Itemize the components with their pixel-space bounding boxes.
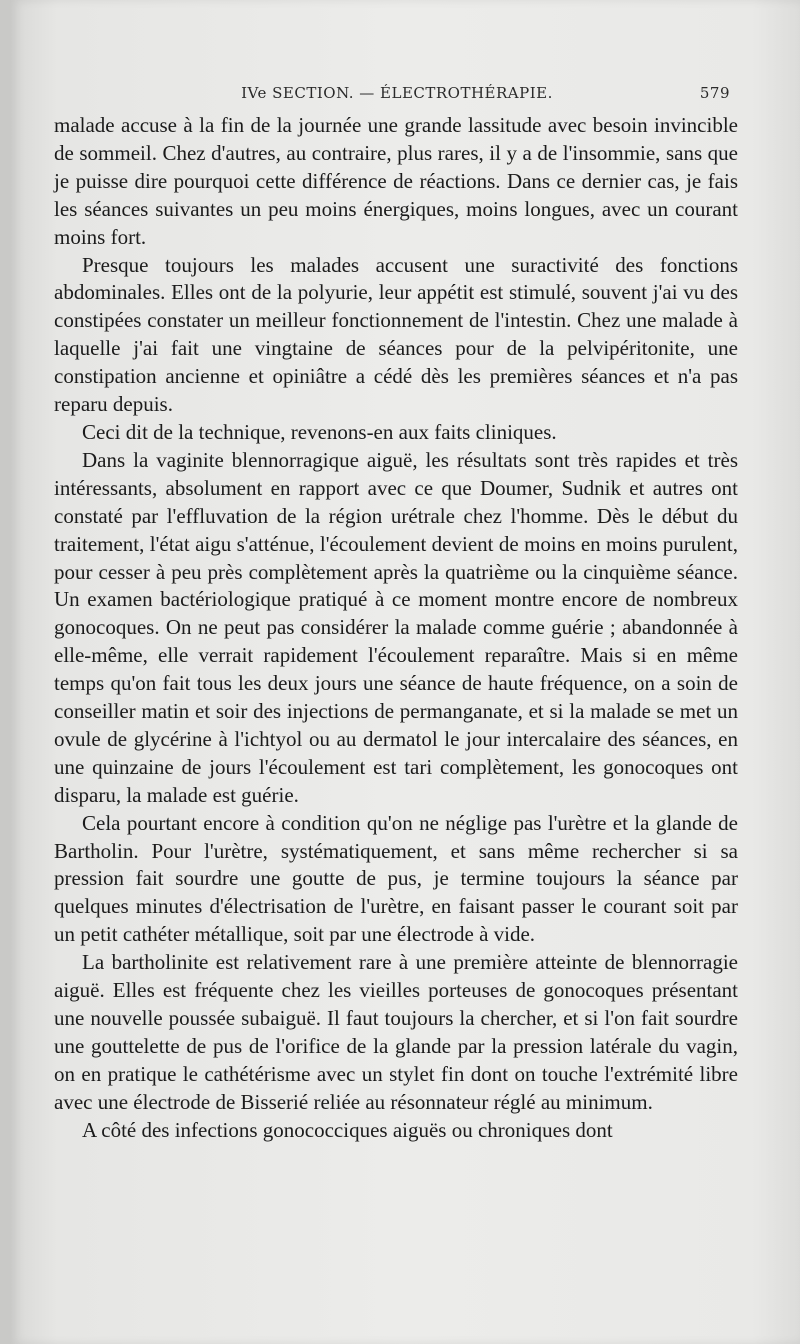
paragraph: Presque toujours les malades accusent une suractivité des fonctions abdominales. Elles ont de la polyurie, leur appétit est stimulé, souvent j'ai vu des constipées constater un meilleur fonctionnement de l'intestin. Chez une malade à laquelle j'ai fait une vingtaine de séances pour de la pelvipéritonite, une constipation ancienne et opiniâtre a cédé dès les premières séances et n'a pas reparu depuis. bbox=[54, 252, 738, 417]
running-header bbox=[64, 84, 730, 106]
paragraph-incomplete: A côté des infections gonococciques aiguës ou chroniques dont bbox=[82, 1117, 613, 1142]
page-number: 579 bbox=[699, 84, 730, 102]
page-body bbox=[54, 112, 738, 1145]
section-title: IVe SECTION. — ÉLECTROTHÉRAPIE. bbox=[241, 84, 553, 102]
paragraph: Dans la vaginite blennorragique aiguë, les résultats sont très rapides et très intéressants, absolument en rapport avec ce que Doumer, Sudnik et autres ont constaté par l'effluvation de la région urétrale chez l'homme. Dès le début du traitement, l'état aigu s'atténue, l'écoulement devient de moins en moins purulent, pour cesser à peu près complètement après la quatrième ou la cinquième séance. Un examen bactériologique pratiqué à ce moment montre encore de nombreux gonocoques. On ne peut pas considérer la malade comme guérie ; abandonnée à elle-même, elle verrait rapidement l'écoulement reparaître. Mais si en même temps qu'on fait tous les deux jours une séance de haute fréquence, on a soin de conseiller matin et soir des injections de permanganate, et si la malade se met un ovule de glycérine à l'ichtyol ou au dermatol le jour intercalaire des séances, en une quinzaine de jours l'écoulement est tari complètement, les gonocoques ont disparu, la malade est guérie. bbox=[54, 447, 738, 807]
book-page bbox=[10, 0, 800, 1344]
paragraph: Cela pourtant encore à condition qu'on ne néglige pas l'urètre et la glande de Bartholin. Pour l'urètre, systématiquement, et sans même rechercher si sa pression fait sourdre une goutte de pus, je termine toujours la séance par quelques minutes d'électrisation de l'urètre, en faisant passer le courant soit par un petit cathéter métallique, soit par une électrode à vide. bbox=[54, 810, 738, 947]
paragraph-continued: malade accuse à la fin de la journée une grande lassitude avec besoin invincible de sommeil. Chez d'autres, au contraire, plus rares, il y a de l'insommie, sans que je puisse dire pourquoi cette différence de réactions. Dans ce dernier cas, je fais les séances suivantes un peu moins énergiques, moins longues, avec un courant moins fort. bbox=[54, 113, 738, 249]
paragraph: La bartholinite est relativement rare à une première atteinte de blennorragie aiguë. Elles est fréquente chez les vieilles porteuses de gonocoques présentant une nouvelle poussée subaiguë. Il faut toujours la chercher, et si l'on fait sourdre une gouttelette de pus de l'orifice de la glande par la pression latérale du vagin, on en pratique le cathétérisme avec un stylet fin dont on touche l'extrémité libre avec une électrode de Bisserié reliée au résonnateur réglé au minimum. bbox=[54, 950, 738, 1114]
paragraph: Ceci dit de la technique, revenons-en aux faits cliniques. bbox=[82, 419, 557, 444]
